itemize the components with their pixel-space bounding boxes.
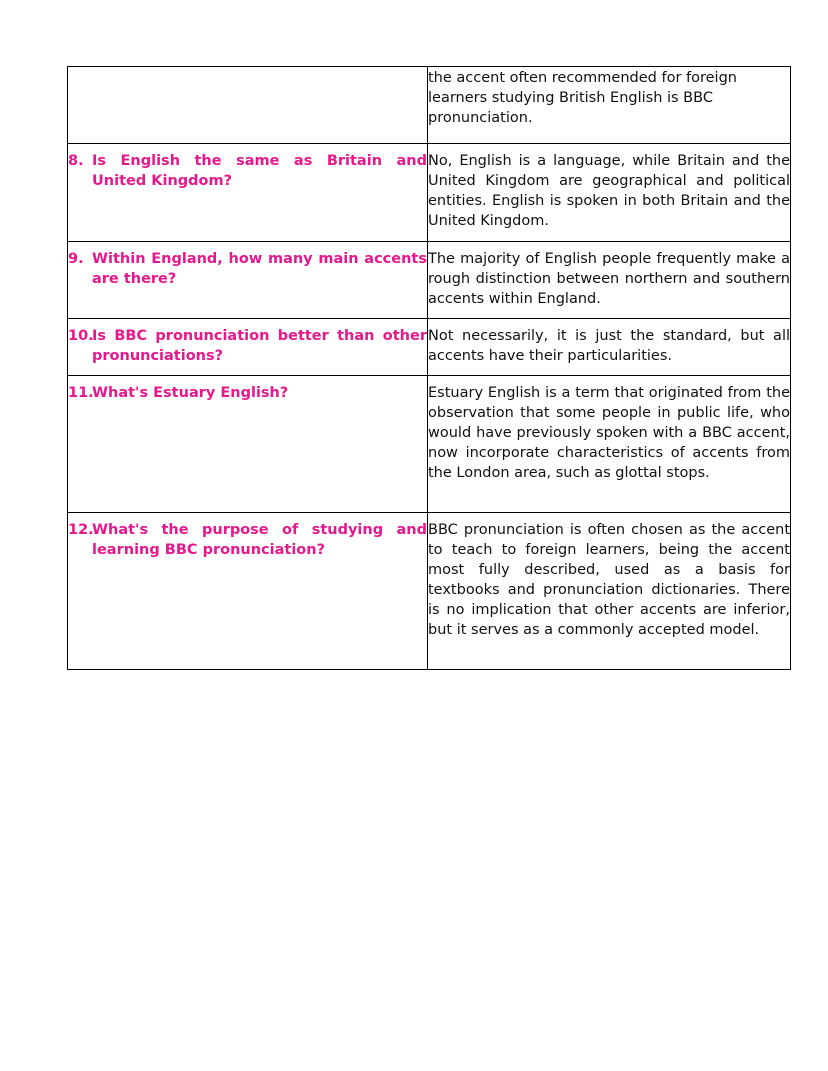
- answer-cell: [428, 144, 791, 242]
- answer-cell: [428, 67, 791, 144]
- answer-text: Not necessarily, it is just the standard, but all accents have their particularities.: [428, 328, 790, 364]
- question-text: [68, 151, 427, 191]
- answer-text: The majority of English people frequently make a rough distinction between northern and southern accents within England.: [428, 251, 790, 307]
- question-label: Is BBC pronunciation better than other pronunciations?: [92, 328, 427, 364]
- question-text: [68, 520, 427, 560]
- answer-cell: [428, 513, 791, 670]
- answer-text: No, English is a language, while Britain and the United Kingdom are geographical and political entities. English is spoken in both Britain and the United Kingdom.: [428, 153, 790, 229]
- question-number: 9.: [68, 251, 84, 267]
- table-row: [68, 376, 791, 513]
- question-label: What's Estuary English?: [92, 385, 289, 401]
- question-number: 12.: [68, 522, 94, 538]
- question-number: 10.: [68, 328, 94, 344]
- qa-table: [67, 66, 791, 670]
- table-row: [68, 67, 791, 144]
- answer-text: BBC pronunciation is often chosen as the accent to teach to foreign learners, being the accent most fully described, used as a basis for textbooks and pronunciation dictionaries. There is no implication that other accents are inferior, but it serves as a commonly accepted model.: [428, 522, 790, 638]
- question-label: Is English the same as Britain and United Kingdom?: [92, 153, 427, 189]
- question-text: [68, 249, 427, 289]
- question-cell: [68, 144, 428, 242]
- answer-cell: [428, 376, 791, 513]
- answer-text: Estuary English is a term that originated from the observation that some people in public life, who would have previously spoken with a BBC accent, now incorporate characteristics of accents from the London area, such as glottal stops.: [428, 385, 790, 481]
- question-cell: [68, 242, 428, 319]
- answer-cell: [428, 319, 791, 376]
- table-row: [68, 144, 791, 242]
- question-cell: [68, 513, 428, 670]
- table-row: [68, 513, 791, 670]
- question-number: 8.: [68, 153, 84, 169]
- table-row: [68, 242, 791, 319]
- answer-cell: [428, 242, 791, 319]
- question-label: Within England, how many main accents are there?: [92, 251, 427, 287]
- question-number: 11.: [68, 385, 94, 401]
- question-text: [68, 326, 427, 366]
- answer-text: the accent often recommended for foreign learners studying British English is BBC pronunciation.: [428, 70, 737, 126]
- question-cell: [68, 67, 428, 144]
- question-cell: [68, 319, 428, 376]
- question-text: [68, 383, 427, 403]
- question-cell: [68, 376, 428, 513]
- question-label: What's the purpose of studying and learning BBC pronunciation?: [92, 522, 427, 558]
- table-row: [68, 319, 791, 376]
